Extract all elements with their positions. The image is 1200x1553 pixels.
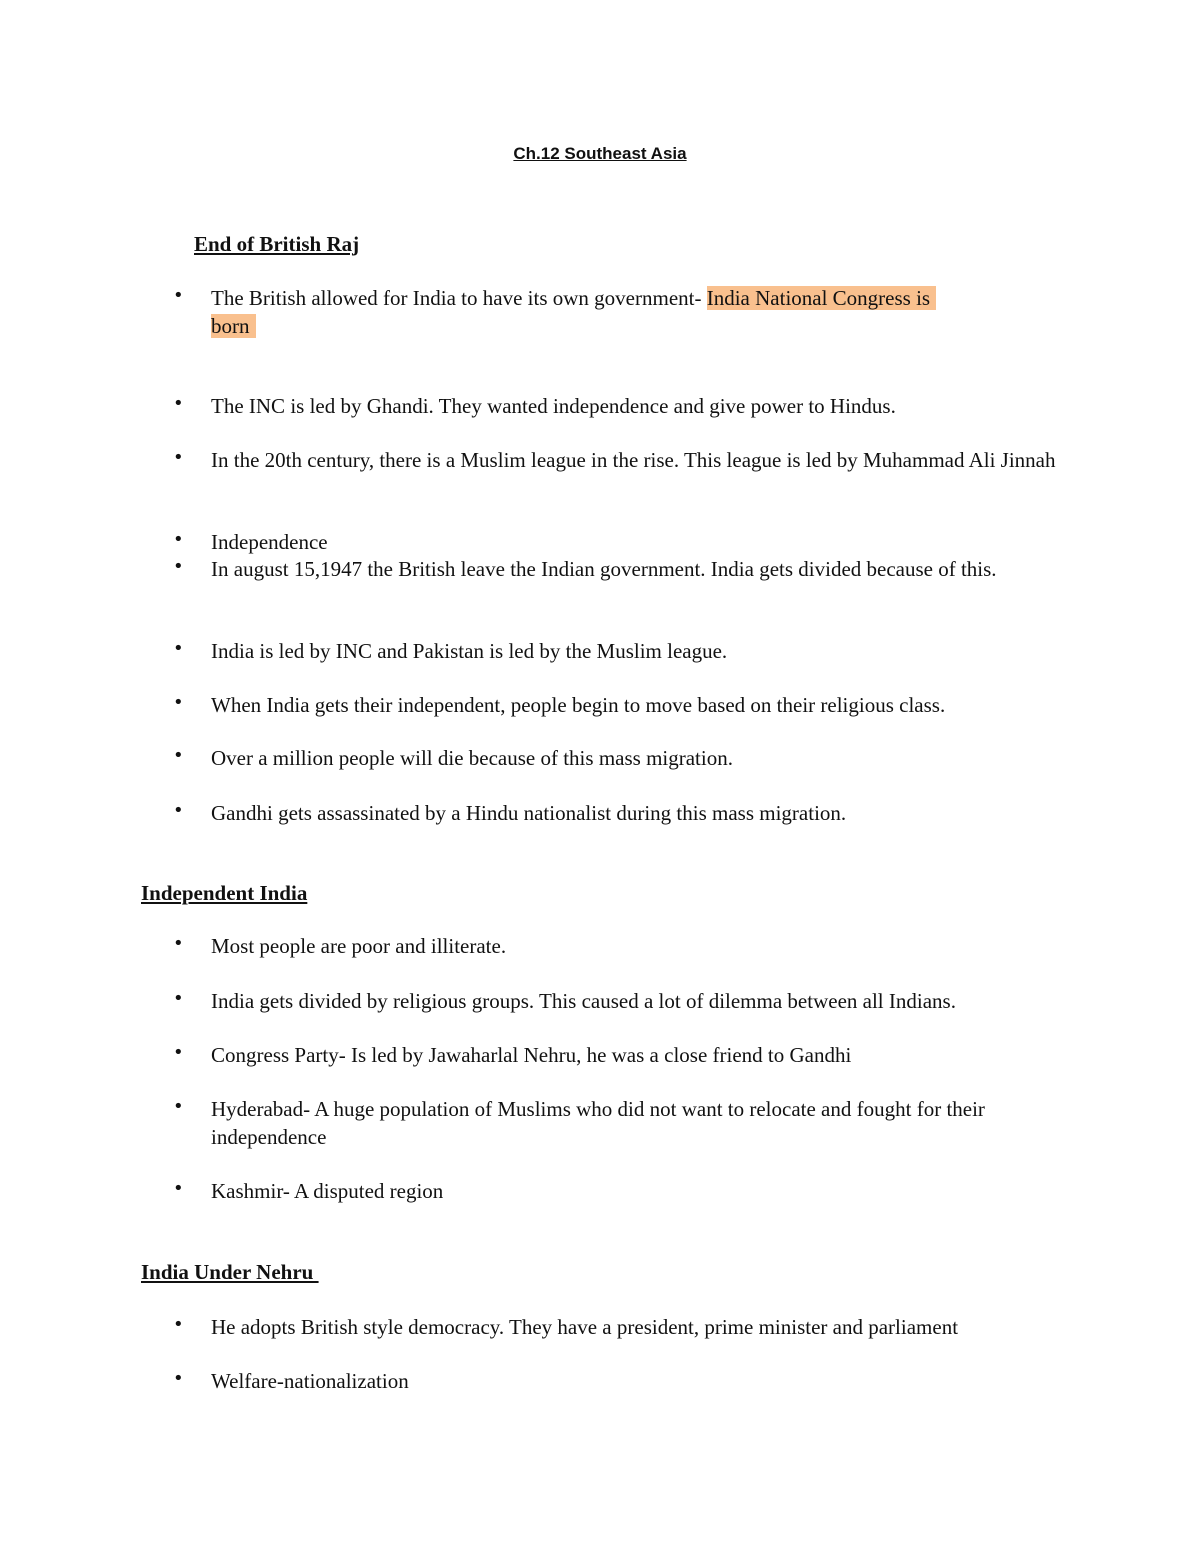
section-heading: End of British Raj	[194, 232, 360, 256]
section-heading: Independent India	[141, 881, 308, 905]
list-item: • Hyderabad- A huge population of Muslims who did not want to relocate and fought for their independence	[211, 1095, 1071, 1151]
list-item: • In the 20th century, there is a Muslim league in the rise. This league is led by Muhammad Ali Jinnah	[211, 446, 1071, 474]
list-item: • When India gets their independent, people begin to move based on their religious class.	[211, 691, 1071, 719]
list-item: • Independence	[211, 528, 1071, 556]
list-item: • Kashmir- A disputed region	[211, 1177, 1071, 1205]
list-item	[211, 284, 1041, 340]
list-item: • India is led by INC and Pakistan is led by the Muslim league.	[211, 637, 1071, 665]
highlighted-text: born	[211, 314, 256, 338]
list-item: • He adopts British style democracy. They have a president, prime minister and parliament	[211, 1313, 1071, 1341]
list-item: • Most people are poor and illiterate.	[211, 932, 1071, 960]
item-text: The British allowed for India to have its own government-	[211, 286, 707, 310]
list-item: • Congress Party- Is led by Jawaharlal Nehru, he was a close friend to Gandhi	[211, 1041, 1071, 1069]
list-item: • Over a million people will die because of this mass migration.	[211, 744, 1071, 772]
list-item: • Gandhi gets assassinated by a Hindu nationalist during this mass migration.	[211, 799, 1071, 827]
section-heading: India Under Nehru	[141, 1260, 319, 1284]
highlighted-text: India National Congress is	[707, 286, 936, 310]
list-item: • In august 15,1947 the British leave the Indian government. India gets divided because of this.	[211, 555, 1071, 583]
list-item: • India gets divided by religious groups. This caused a lot of dilemma between all Indians.	[211, 987, 1071, 1015]
list-item: • The INC is led by Ghandi. They wanted independence and give power to Hindus.	[211, 392, 1071, 420]
document-title: Ch.12 Southeast Asia	[513, 144, 687, 163]
list-item: • Welfare-nationalization	[211, 1367, 1071, 1395]
